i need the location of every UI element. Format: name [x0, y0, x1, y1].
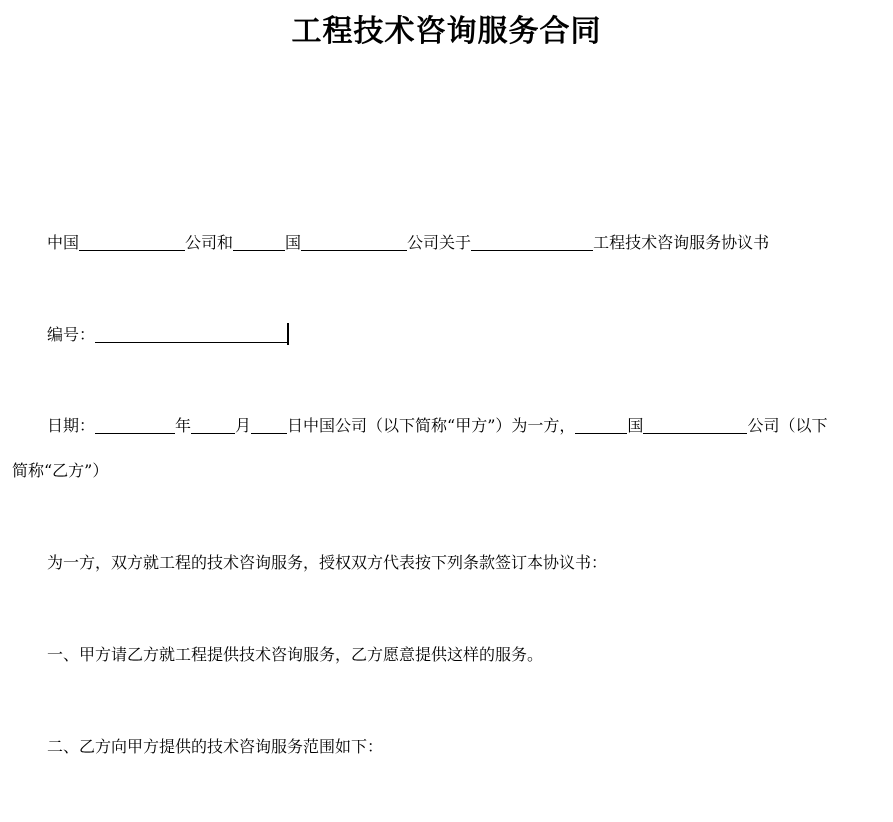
header-line	[47, 232, 769, 254]
header-seg-2: 公司和	[185, 233, 234, 252]
country-label: 国	[627, 416, 644, 435]
number-label: 编号：	[47, 325, 96, 344]
date-line	[47, 415, 827, 437]
day-field[interactable]	[251, 417, 287, 434]
clause-2: 二、乙方向甲方提供的技术咨询服务范围如下：	[47, 737, 384, 756]
company-tail: 公司（以下	[747, 416, 828, 435]
date-label: 日期：	[47, 416, 96, 435]
month-field[interactable]	[191, 417, 235, 434]
clause-1: 一、甲方请乙方就工程提供技术咨询服务，乙方愿意提供这样的服务。	[47, 645, 544, 664]
blank-field-company-a[interactable]	[79, 234, 185, 251]
paragraph-intro: 为一方，双方就工程的技术咨询服务，授权双方代表按下列条款签订本协议书：	[47, 553, 608, 572]
party-b-company-field[interactable]	[643, 417, 747, 434]
month-label: 月	[235, 416, 252, 435]
year-field[interactable]	[95, 417, 175, 434]
number-field[interactable]	[95, 326, 287, 343]
blank-field-project[interactable]	[471, 234, 593, 251]
day-text: 日中国公司（以下简称“甲方”）为一方，	[287, 416, 576, 435]
header-seg-5: 工程技术咨询服务协议书	[593, 233, 770, 252]
header-seg-4: 公司关于	[407, 233, 472, 252]
number-line	[47, 323, 289, 346]
party-b-country-field[interactable]	[575, 417, 627, 434]
document-title: 工程技术咨询服务合同	[291, 14, 602, 49]
header-seg-1: 中国	[47, 233, 80, 252]
date-line-continuation: 简称“乙方”）	[12, 461, 109, 480]
blank-field-company-b[interactable]	[301, 234, 407, 251]
year-label: 年	[175, 416, 192, 435]
blank-field-country[interactable]	[233, 234, 285, 251]
header-seg-3: 国	[285, 233, 302, 252]
text-cursor	[287, 323, 289, 345]
